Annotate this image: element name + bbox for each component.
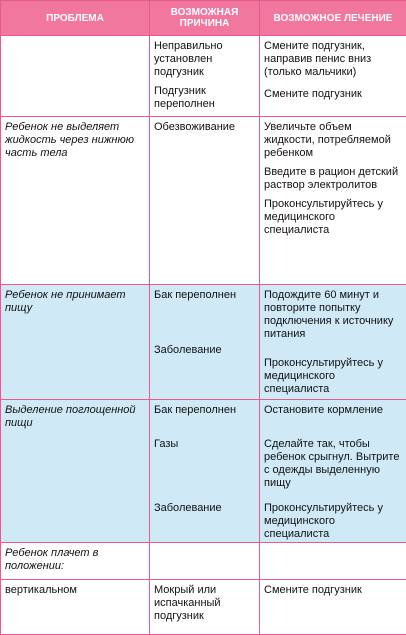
cause-text: Подгузник переполнен — [154, 85, 256, 111]
treatment-cell — [260, 580, 406, 635]
cause-cell — [150, 285, 260, 400]
treatment-cell — [260, 117, 406, 285]
table-header-row — [1, 1, 406, 36]
treatment-text: Проконсультируйтесь у медицинского специалиста — [264, 502, 403, 541]
treatment-text: Проконсультируйтесь у медицинского специалиста — [264, 357, 403, 396]
cause-cell — [150, 117, 260, 285]
cause-text: Заболевание — [154, 344, 256, 357]
table-row — [1, 400, 406, 543]
cause-text: Бак переполнен — [154, 404, 256, 417]
cause-text: Мокрый или испачканный подгузник — [154, 584, 256, 623]
treatment-cell — [260, 400, 406, 543]
header-treatment: ВОЗМОЖНОЕ ЛЕЧЕНИЕ — [260, 1, 406, 36]
treatment-cell — [260, 285, 406, 400]
problem-cell: Выделение поглощенной пищи — [1, 400, 150, 543]
problem-cell: Ребенок не выделяет жидкость через нижнюю часть тела — [1, 117, 150, 285]
treatment-text: Остановите кормление — [264, 404, 403, 417]
cause-cell — [150, 580, 260, 635]
cause-text: Обезвоживание — [154, 121, 256, 134]
table-row — [1, 285, 406, 400]
treatment-text: Смените подгузник — [264, 88, 403, 101]
treatment-cell — [260, 543, 406, 580]
cause-cell — [150, 36, 260, 117]
treatment-text: Сделайте так, чтобы ребенок срыгнул. Вытрите с одежды выделенную пищу — [264, 438, 403, 490]
problem-cell: Ребенок не принимает пищу — [1, 285, 150, 400]
treatment-text: Увеличьте объем жидкости, потребляемой ребенком — [264, 121, 403, 160]
table-row — [1, 117, 406, 285]
problem-cell: вертикальном — [1, 580, 150, 635]
cause-cell — [150, 543, 260, 580]
treatment-text: Введите в рацион детский раствор электролитов — [264, 166, 403, 192]
cause-cell — [150, 400, 260, 543]
table-row — [1, 580, 406, 635]
treatment-text: Подождите 60 минут и повторите попытку подключения к источнику питания — [264, 289, 403, 341]
cause-text: Бак переполнен — [154, 289, 256, 302]
table-row — [1, 36, 406, 117]
cause-text: Неправильно установлен подгузник — [154, 40, 256, 79]
treatment-text: Проконсультируйтесь у медицинского специалиста — [264, 198, 403, 237]
cause-text: Газы — [154, 438, 256, 451]
treatment-text: Смените подгузник — [264, 584, 403, 597]
header-cause: ВОЗМОЖНАЯ ПРИЧИНА — [150, 1, 260, 36]
problem-cell: Ребенок плачет в положении: — [1, 543, 150, 580]
problem-cell — [1, 36, 150, 117]
header-problem: ПРОБЛЕМА — [1, 1, 150, 36]
cause-text: Заболевание — [154, 502, 256, 515]
treatment-cell — [260, 36, 406, 117]
table-row — [1, 543, 406, 580]
treatment-text: Смените подгузник, направив пенис вниз (только мальчики) — [264, 40, 403, 79]
